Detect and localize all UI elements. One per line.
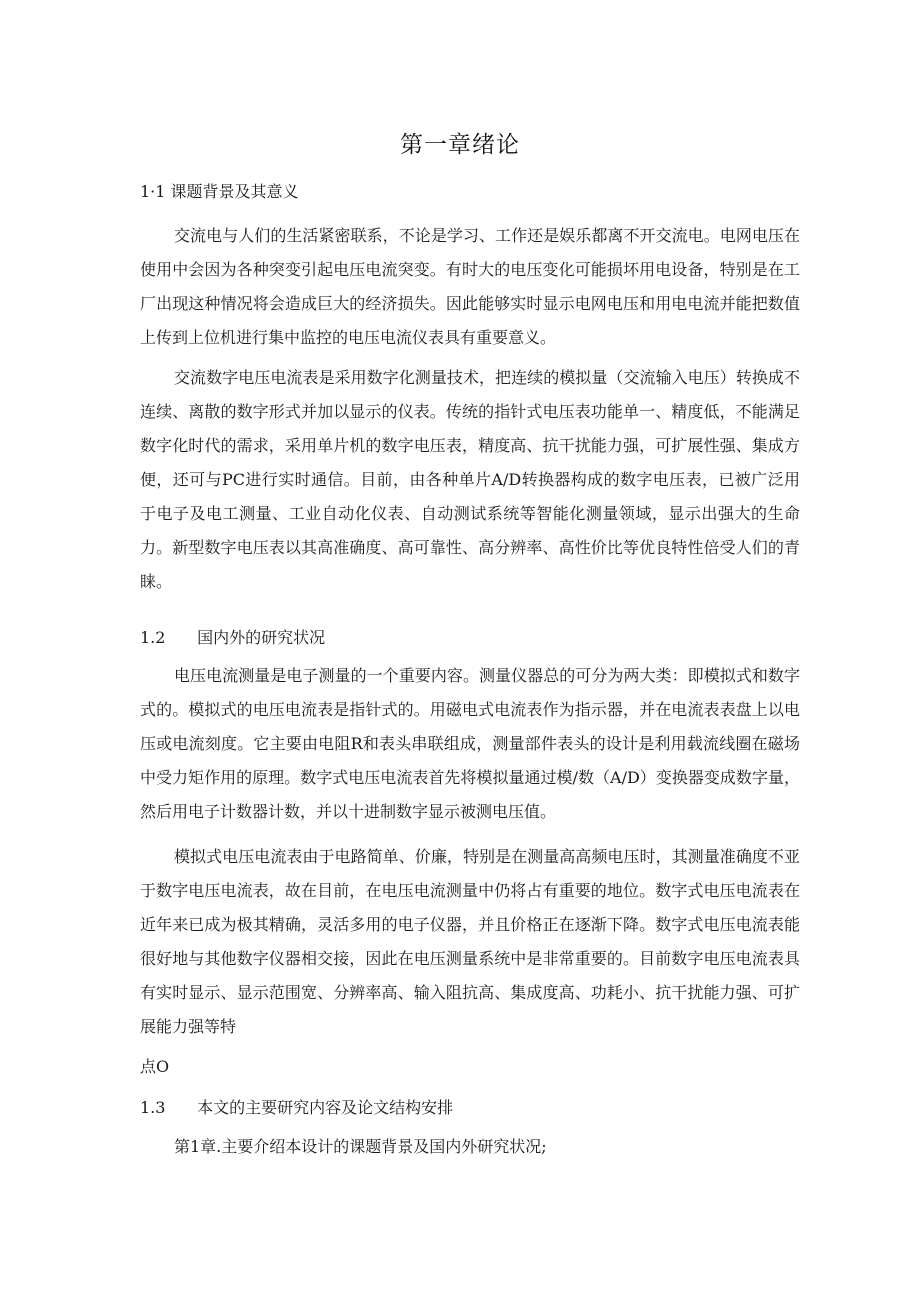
paragraph: 模拟式电压电流表由于电路简单、价廉，特别是在测量高高频电压时，其测量准确度不亚于数字电压电流表，故在目前，在电压电流测量中仍将占有重要的地位。数字式电压电流表在近年来已成为极其精确，灵活多用的电子仪器，并且价格正在逐渐下降。数字式电压电流表能很好地与其他数字仪器相交接，因此在电压测量系统中是非常重要的。目前数字电压电流表具有实时显示、显示范围宽、分辨率高、输入阻抗高、集成度高、功耗小、抗干扰能力强、可扩展能力强等特 [140, 847, 800, 1036]
paragraph: 交流电与人们的生活紧密联系，不论是学习、工作还是娱乐都离不开交流电。电网电压在使用中会因为各种突变引起电压电流突变。有时大的电压变化可能损坏用电设备，特别是在工厂出现这种情况将会造成巨大的经济损失。因此能够实时显示电网电压和用电电流并能把数值上传到上位机进行集中监控的电压电流仪表具有重要意义。 [140, 226, 800, 347]
section-number: 1·1 [140, 182, 166, 201]
chapter-title: 第一章绪论 [400, 132, 520, 158]
paragraph: 第1章.主要介绍本设计的课题背景及国内外研究状况; [174, 1137, 547, 1156]
section-number: 1.2 [140, 628, 166, 647]
section-title: 国内外的研究状况 [197, 628, 326, 647]
section-number: 1.3 [140, 1098, 166, 1117]
section-heading-1-3 [140, 1097, 453, 1119]
section-title: 课题背景及其意义 [170, 182, 299, 201]
section-heading-1-1 [140, 181, 299, 203]
section-title: 本文的主要研究内容及论文结构安排 [197, 1098, 454, 1117]
section-heading-1-2 [140, 627, 325, 649]
paragraph-trailing-line: 点O [140, 1057, 170, 1076]
paragraph: 交流数字电压电流表是采用数字化测量技术，把连续的模拟量（交流输入电压）转换成不连续、离散的数字形式并加以显示的仪表。传统的指针式电压表功能单一、精度低，不能满足数字化时代的需求，采用单片机的数字电压表，精度高、抗干扰能力强，可扩展性强、集成方便，还可与PC进行实时通信。目前，由各种单片A/D转换器构成的数字电压表，已被广泛用于电子及电工测量、工业自动化仪表、自动测试系统等智能化测量领域，显示出强大的生命力。新型数字电压表以其高准确度、高可靠性、高分辨率、高性价比等优良特性倍受人们的青睐。 [140, 368, 800, 591]
paragraph: 电压电流测量是电子测量的一个重要内容。测量仪器总的可分为两大类：即模拟式和数字式的。模拟式的电压电流表是指针式的。用磁电式电流表作为指示器，并在电流表表盘上以电压或电流刻度。它主要由电阻R和表头串联组成，测量部件表头的设计是利用载流线圈在磁场中受力矩作用的原理。数字式电压电流表首先将模拟量通过模/数（A/D）变换器变成数字量，然后用电子计数器计数，并以十进制数字显示被测电压值。 [140, 666, 800, 821]
